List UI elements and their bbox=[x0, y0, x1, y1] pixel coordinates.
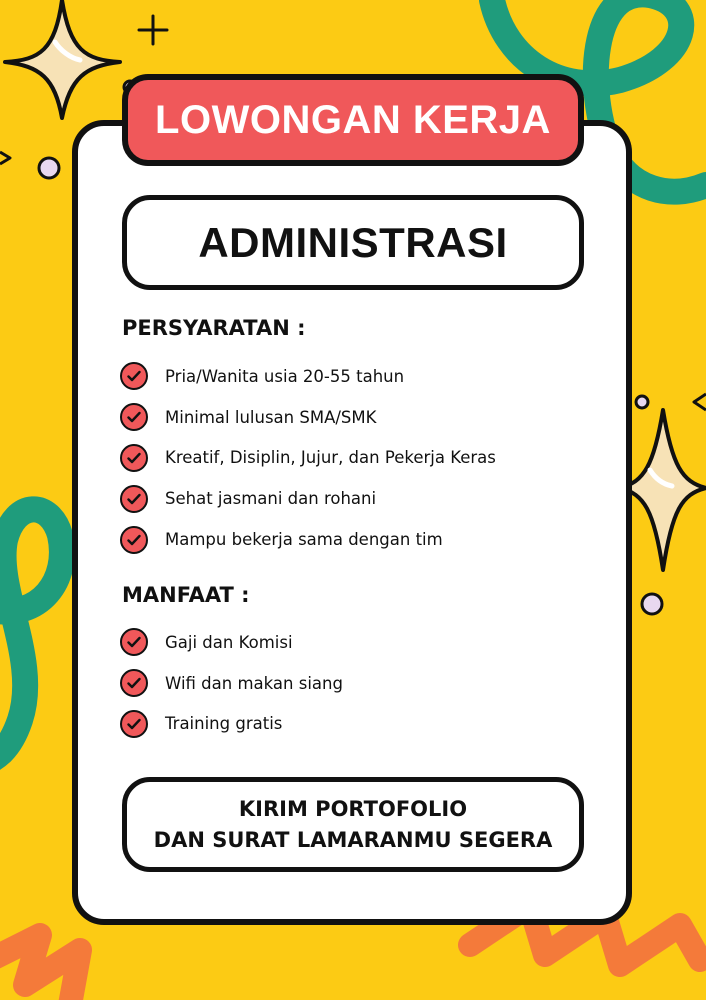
list-item bbox=[120, 438, 496, 479]
title-banner bbox=[122, 74, 584, 166]
sparkle-right bbox=[620, 410, 706, 570]
cta-line-1: KIRIM PORTOFOLIO bbox=[238, 796, 468, 821]
benefits-list bbox=[120, 622, 343, 744]
call-to-action-box bbox=[122, 777, 584, 872]
check-icon bbox=[120, 485, 148, 513]
benefits-heading: MANFAAT : bbox=[122, 583, 250, 607]
list-item bbox=[120, 622, 343, 663]
teal-loop-left bbox=[0, 509, 62, 765]
requirement-text: Sehat jasmani dan rohani bbox=[165, 489, 377, 509]
list-item bbox=[120, 704, 343, 745]
check-icon bbox=[120, 526, 148, 554]
list-item bbox=[120, 519, 496, 560]
benefit-text: Wifi dan makan siang bbox=[165, 673, 343, 693]
requirements-heading: PERSYARATAN : bbox=[122, 316, 306, 340]
list-item bbox=[120, 663, 343, 704]
check-icon bbox=[120, 710, 148, 738]
benefit-text: Gaji dan Komisi bbox=[165, 632, 293, 652]
position-title: ADMINISTRASI bbox=[198, 218, 508, 266]
requirement-text: Kreatif, Disiplin, Jujur, dan Pekerja Keras bbox=[165, 448, 496, 468]
check-icon bbox=[120, 669, 148, 697]
position-box bbox=[122, 195, 584, 290]
list-item bbox=[120, 478, 496, 519]
cta-line-2: DAN SURAT LAMARANMU SEGERA bbox=[153, 827, 553, 852]
check-icon bbox=[120, 362, 148, 390]
benefit-text: Training gratis bbox=[165, 714, 283, 734]
sparkle-top-left bbox=[5, 0, 120, 118]
check-icon bbox=[120, 444, 148, 472]
list-item bbox=[120, 356, 496, 397]
list-item bbox=[120, 397, 496, 438]
orange-zigzag-bottom-left bbox=[0, 935, 80, 1000]
requirement-text: Pria/Wanita usia 20-55 tahun bbox=[165, 366, 405, 386]
requirement-text: Mampu bekerja sama dengan tim bbox=[165, 530, 443, 550]
requirement-text: Minimal lulusan SMA/SMK bbox=[165, 407, 377, 427]
poster-title: LOWONGAN KERJA bbox=[155, 97, 551, 142]
check-icon bbox=[120, 403, 148, 431]
requirements-list bbox=[120, 356, 496, 560]
check-icon bbox=[120, 628, 148, 656]
